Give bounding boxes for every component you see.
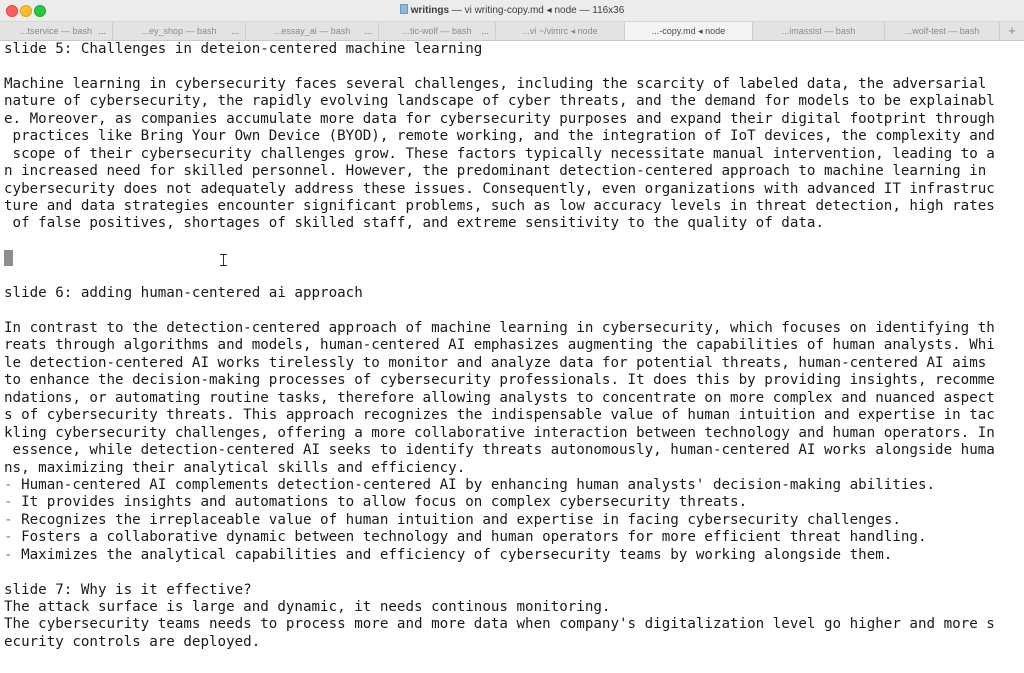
window-title <box>0 0 1024 21</box>
editor-line <box>4 58 1022 75</box>
line-text: essence, while detection-centered AI seeks to identify threats autonomously, human-centered AI works alongside huma <box>4 442 995 459</box>
tab-label: ...tic-wolf — bash <box>402 26 472 36</box>
editor-line <box>4 320 1022 337</box>
new-tab-button[interactable]: + <box>1008 23 1016 38</box>
editor-line <box>4 76 1022 93</box>
line-text: of false positives, shortages of skilled staff, and extreme sensitivity to the quality of data. <box>4 215 824 232</box>
text-cursor <box>4 250 13 266</box>
window-title-prefix: writings <box>410 5 450 16</box>
line-text: le detection-centered AI works tirelessly to monitor and analyze data for potential threats, human-centered AI aims <box>4 354 987 371</box>
window-title-rest: — vi writing-copy.md ◂ node — 116x36 <box>449 5 625 16</box>
line-text: nature of cybersecurity, the rapidly evolving landscape of cyber threats, and the demand for models to be explainabl <box>4 93 995 110</box>
line-text: In contrast to the detection-centered approach of machine learning in cybersecurity, which focuses on identifying th <box>4 320 995 336</box>
tab-label: ...wolf-test — bash <box>904 26 980 36</box>
editor-line <box>4 111 1022 128</box>
editor-line <box>4 529 1022 546</box>
tab-ellipsis: ... <box>231 26 239 36</box>
editor-line <box>4 303 1022 320</box>
line-text: ture and data strategies encounter significant problems, such as low accuracy levels in threat detection, high rates <box>4 197 995 214</box>
line-text: to enhance the decision-making processes of cybersecurity professionals. It does this by providing insights, recomme <box>4 372 995 389</box>
line-text: scope of their cybersecurity challenges grow. These factors typically necessitate manual intervention, leading to a <box>4 145 995 162</box>
ibeam-cursor-icon <box>220 254 227 266</box>
tab-label: ...tservice — bash <box>19 26 93 36</box>
terminal-tab[interactable] <box>885 22 1000 40</box>
editor-line <box>4 512 1022 529</box>
editor-line <box>4 128 1022 145</box>
editor-line <box>4 564 1022 581</box>
editor-line <box>4 250 1022 267</box>
line-text: The attack surface is large and dynamic, it needs continous monitoring. <box>4 599 611 615</box>
editor-line <box>4 233 1022 250</box>
list-dash: - <box>4 529 13 546</box>
editor-line <box>4 181 1022 198</box>
line-text: cybersecurity does not adequately address these issues. Consequently, even organizations with advanced IT infrastruc <box>4 180 995 197</box>
line-text: reats through algorithms and models, human-centered AI emphasizes augmenting the capabilities of human analysts. Whi <box>4 337 995 354</box>
line-text: e. Moreover, as companies accumulate more data for cybersecurity purposes and expand their digital footprint through <box>4 110 995 127</box>
editor-line <box>4 582 1022 599</box>
line-text: slide 6: adding human-centered ai approach <box>4 285 363 302</box>
tab-bar <box>0 22 1024 41</box>
editor-line <box>4 599 1022 616</box>
editor-line <box>4 425 1022 442</box>
editor-line <box>4 146 1022 163</box>
editor-line <box>4 372 1022 389</box>
editor-line <box>4 337 1022 354</box>
line-text: Fosters a collaborative dynamic between technology and human operators for more efficient threat handling. <box>12 529 927 546</box>
tab-ellipsis: ... <box>98 26 106 36</box>
editor-line <box>4 41 1022 58</box>
tab-label: ...essay_ai — bash <box>273 26 351 36</box>
tab-ellipsis: ... <box>364 26 372 36</box>
editor-line <box>4 285 1022 302</box>
tab-label: ...ey_shop — bash <box>141 26 217 36</box>
editor-line <box>4 460 1022 477</box>
editor-line <box>4 215 1022 232</box>
line-text: kling cybersecurity challenges, offering a more collaborative interaction between technology and human operators. In <box>4 424 995 441</box>
terminal-tab[interactable] <box>379 22 496 40</box>
editor-line <box>4 407 1022 424</box>
line-text: ns, maximizing their analytical skills and efficiency. <box>4 459 466 476</box>
tab-label: ...-copy.md ◂ node <box>651 26 726 36</box>
editor-line <box>4 634 1022 651</box>
line-text: ndations, or automating routine tasks, therefore allowing analysts to concentrate on more complex and nuanced aspect <box>4 389 995 406</box>
editor-line <box>4 390 1022 407</box>
list-dash: - <box>4 476 13 493</box>
terminal-tab[interactable] <box>113 22 246 40</box>
editor-line <box>4 547 1022 564</box>
list-dash: - <box>4 546 13 563</box>
terminal-editor[interactable] <box>4 41 1022 673</box>
terminal-tab[interactable] <box>496 22 625 40</box>
editor-line <box>4 442 1022 459</box>
editor-line <box>4 198 1022 215</box>
editor-line <box>4 355 1022 372</box>
title-bar <box>0 0 1024 22</box>
terminal-tab[interactable] <box>753 22 885 40</box>
line-text: It provides insights and automations to allow focus on complex cybersecurity threats. <box>12 494 748 511</box>
line-text: n increased need for skilled personnel. However, the predominant detection-centered approach to machine learning in <box>4 163 987 180</box>
editor-line <box>4 494 1022 511</box>
editor-line <box>4 477 1022 494</box>
line-text: Human-centered AI complements detection-centered AI by enhancing human analysts' decision-making abilities. <box>12 476 936 493</box>
terminal-tab[interactable] <box>246 22 379 40</box>
line-text: The cybersecurity teams needs to process more and more data when company's digitalization level go higher and more s <box>4 616 995 633</box>
tab-label: ...vi ~/vimrc ◂ node <box>522 26 598 36</box>
line-text: ecurity controls are deployed. <box>4 633 261 650</box>
line-text: practices like Bring Your Own Device (BYOD), remote working, and the integration of IoT devices, the complexity and <box>4 128 995 145</box>
line-text: slide 5: Challenges in deteion-centered machine learning <box>4 41 483 57</box>
line-text: Recognizes the irreplaceable value of human intuition and expertise in facing cybersecurity challenges. <box>12 511 901 528</box>
terminal-tab[interactable] <box>625 22 753 40</box>
line-text: Maximizes the analytical capabilities and efficiency of cybersecurity teams by working alongside them. <box>12 546 893 563</box>
terminal-tab[interactable] <box>0 22 113 40</box>
line-text: s of cybersecurity threats. This approach recognizes the indispensable value of human intuition and expertise in tac <box>4 407 995 424</box>
document-icon <box>400 4 408 14</box>
line-text: Machine learning in cybersecurity faces several challenges, including the scarcity of labeled data, the adversarial <box>4 75 987 92</box>
line-text: slide 7: Why is it effective? <box>4 581 252 598</box>
editor-line <box>4 616 1022 633</box>
tab-label: ...imassist — bash <box>781 26 856 36</box>
list-dash: - <box>4 511 13 528</box>
editor-line <box>4 163 1022 180</box>
editor-line <box>4 268 1022 285</box>
editor-line <box>4 93 1022 110</box>
tab-ellipsis: ... <box>481 26 489 36</box>
list-dash: - <box>4 494 13 511</box>
